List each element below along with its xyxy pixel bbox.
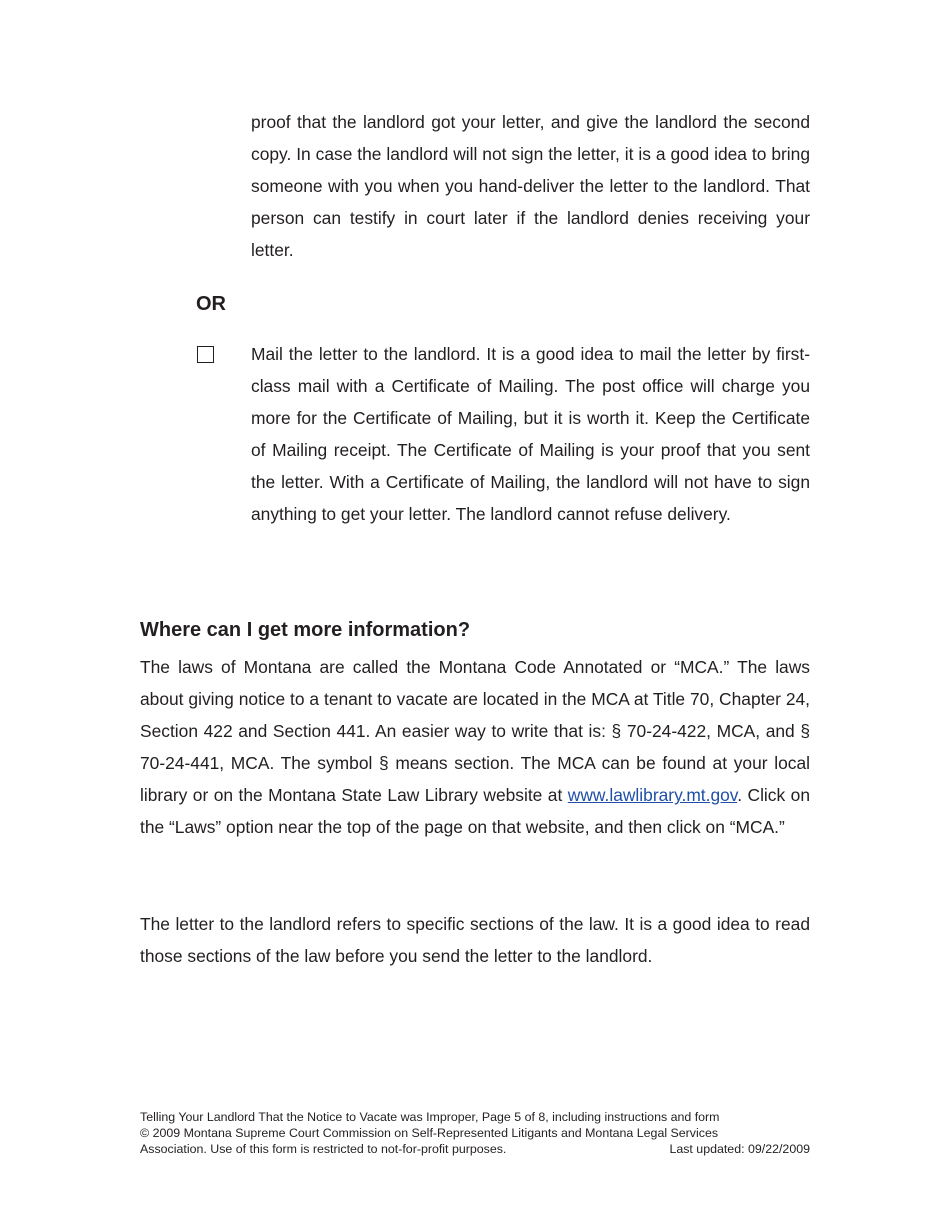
- footer-line-3: Association. Use of this form is restricted to not-for-profit purposes.: [140, 1142, 507, 1156]
- footer-line-2: © 2009 Montana Supreme Court Commission on Self-Represented Litigants and Montana Legal Services: [140, 1126, 719, 1140]
- delivery-option-2-text: Mail the letter to the landlord. It is a good idea to mail the letter by first-class mail with a Certificate of Mailing. The post office will charge you more for the Certificate of Mailing, but it is worth it. Keep the Certificate of Mailing receipt. The Certificate of Mailing is your proof that you sent the letter. With a Certificate of Mailing, the landlord will not have to sign anything to get your letter. The landlord cannot refuse delivery.: [251, 344, 810, 525]
- page-footer: [140, 1109, 810, 1157]
- delivery-option-1-text: proof that the landlord got your letter, and give the landlord the second copy. In case the landlord will not sign the letter, it is a good idea to bring someone with you when you hand-deliver the letter to the landlord. That person can testify in court later if the landlord denies receiving your letter.: [251, 112, 810, 261]
- info-text-after-link: . Click on the “Laws” option near the top of the page on that website, and then click on “MCA.”: [140, 785, 810, 838]
- mail-option-checkbox[interactable]: [197, 346, 214, 363]
- or-label: OR: [196, 293, 226, 315]
- footer-last-updated: Last updated: 09/22/2009: [669, 1142, 810, 1156]
- footer-line-3-row: [140, 1141, 810, 1157]
- info-text-before-link: The laws of Montana are called the Montana Code Annotated or “MCA.” The laws about giving notice to a tenant to vacate are located in the MCA at Title 70, Chapter 24, Section 422 and Section 441. An easier way to write that is: § 70-24-422, MCA, and § 70-24-441, MCA. The symbol § means section. The MCA can be found at your local library or on the Montana State Law Library website at: [140, 657, 810, 806]
- info-paragraph-1: [140, 651, 810, 844]
- footer-line-1: Telling Your Landlord That the Notice to Vacate was Improper, Page 5 of 8, including instructions and form: [140, 1110, 720, 1124]
- law-library-link[interactable]: www.lawlibrary.mt.gov: [567, 785, 738, 806]
- info-heading: Where can I get more information?: [140, 619, 471, 641]
- info-paragraph-2: The letter to the landlord refers to specific sections of the law. It is a good idea to read those sections of the law before you send the letter to the landlord.: [140, 914, 810, 967]
